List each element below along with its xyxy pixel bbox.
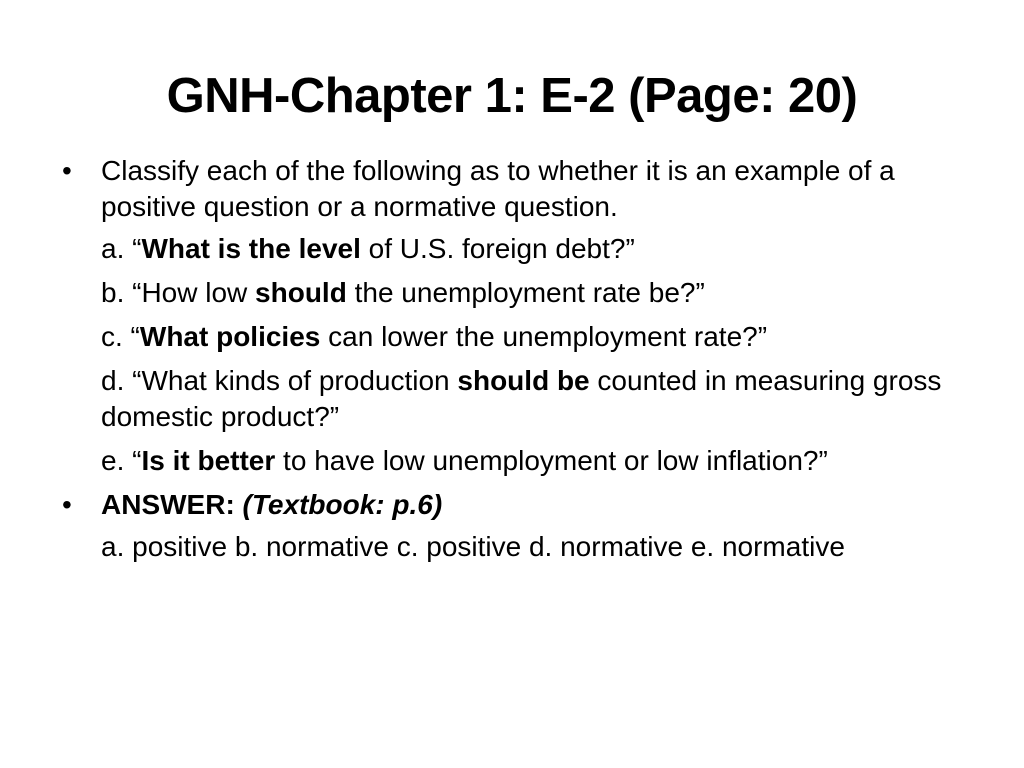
item-e-pre: e. “ xyxy=(101,445,142,476)
item-e-bold: Is it better xyxy=(141,445,276,476)
slide-title: GNH-Chapter 1: E-2 (Page: 20) xyxy=(166,69,858,123)
item-d-post: counted in measuring gross domestic product?” xyxy=(101,365,942,432)
item-b-pre: b. “How low xyxy=(101,277,256,308)
item-a-pre: a. “ xyxy=(101,233,142,264)
slide-content xyxy=(60,153,960,573)
item-b xyxy=(60,275,960,311)
item-b-bold: should xyxy=(255,277,347,308)
item-d-bold: should be xyxy=(457,365,590,396)
bullet-icon: • xyxy=(62,489,72,520)
item-b-post: the unemployment rate be?” xyxy=(346,277,705,308)
item-a xyxy=(60,231,960,267)
item-d xyxy=(60,363,960,435)
answer-reference: (Textbook: p.6) xyxy=(242,489,443,520)
item-c-bold: What policies xyxy=(139,321,321,352)
answer-text: a. positive b. normative c. positive d. normative e. normative xyxy=(101,531,845,562)
bullet-icon: • xyxy=(62,155,72,186)
item-c xyxy=(60,319,960,355)
item-a-post: of U.S. foreign debt?” xyxy=(360,233,635,264)
item-c-pre: c. “ xyxy=(101,321,140,352)
item-a-bold: What is the level xyxy=(141,233,361,264)
question-text: Classify each of the following as to whether it is an example of a positive question or a normative question. xyxy=(101,155,895,222)
item-e-post: to have low unemployment or low inflation?” xyxy=(275,445,828,476)
answer-bullet xyxy=(60,487,960,523)
item-c-post: can lower the unemployment rate?” xyxy=(320,321,768,352)
item-d-pre: d. “What kinds of production xyxy=(101,365,458,396)
item-e xyxy=(60,443,960,479)
answer-label: ANSWER: xyxy=(101,489,243,520)
question-bullet xyxy=(60,153,960,225)
